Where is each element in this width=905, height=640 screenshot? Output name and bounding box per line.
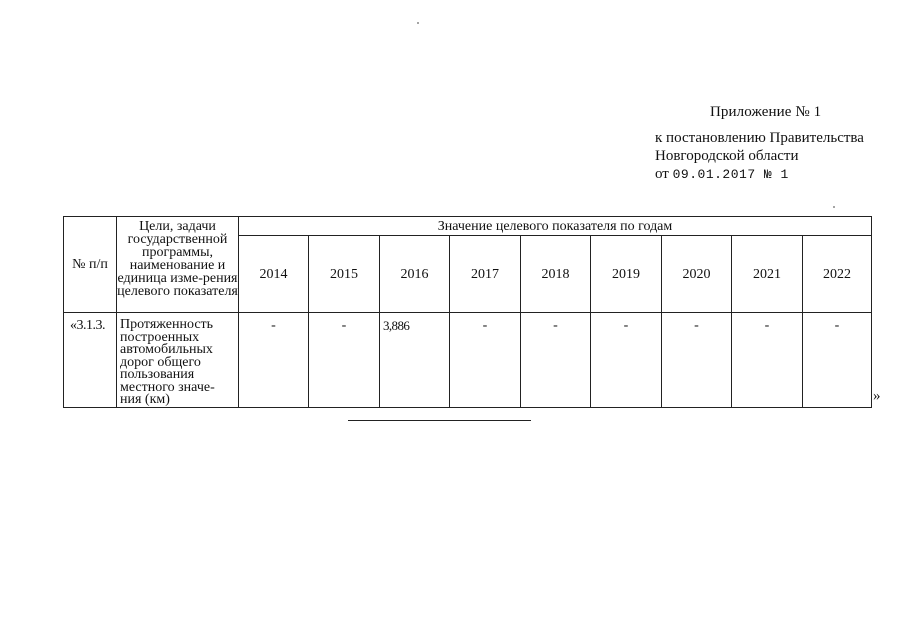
row-value: - — [591, 313, 662, 408]
header-year: 2018 — [521, 236, 591, 313]
row-value: - — [662, 313, 732, 408]
scan-speck — [417, 22, 419, 24]
indicator-table — [63, 216, 872, 408]
row-number: «3.1.3. — [64, 313, 117, 408]
closing-quote: » — [873, 388, 881, 404]
row-value: - — [450, 313, 521, 408]
header-year: 2015 — [309, 236, 380, 313]
appendix-line-region: Новгородской области — [655, 148, 799, 164]
header-year: 2021 — [732, 236, 803, 313]
header-year: 2014 — [239, 236, 309, 313]
row-value: 3,886 — [380, 313, 450, 408]
header-year: 2017 — [450, 236, 521, 313]
date-value: 09.01.2017 № 1 — [672, 167, 789, 182]
date-prefix: от — [655, 166, 669, 182]
row-indicator-name: Протяженность построенных автомобильных дорог общего пользования местного значе-ния (км) — [117, 313, 239, 408]
scan-speck — [833, 206, 835, 208]
row-value: - — [239, 313, 309, 408]
header-year: 2016 — [380, 236, 450, 313]
header-number: № п/п — [64, 217, 117, 313]
appendix-reference — [655, 129, 864, 184]
row-value: - — [309, 313, 380, 408]
header-year: 2022 — [803, 236, 872, 313]
appendix-line-date — [655, 165, 864, 184]
header-row — [64, 217, 872, 236]
footer-divider — [348, 420, 531, 421]
header-values-by-year: Значение целевого показателя по годам — [239, 217, 872, 236]
header-goal: Цели, задачи государственной программы, наименование и единица изме-рения целевого показателя — [117, 217, 239, 313]
header-year: 2020 — [662, 236, 732, 313]
appendix-line-resolution: к постановлению Правительства — [655, 130, 864, 146]
row-value: - — [732, 313, 803, 408]
table-row — [64, 313, 872, 408]
appendix-title: Приложение № 1 — [710, 104, 822, 120]
row-value: - — [803, 313, 872, 408]
row-value: - — [521, 313, 591, 408]
header-year: 2019 — [591, 236, 662, 313]
